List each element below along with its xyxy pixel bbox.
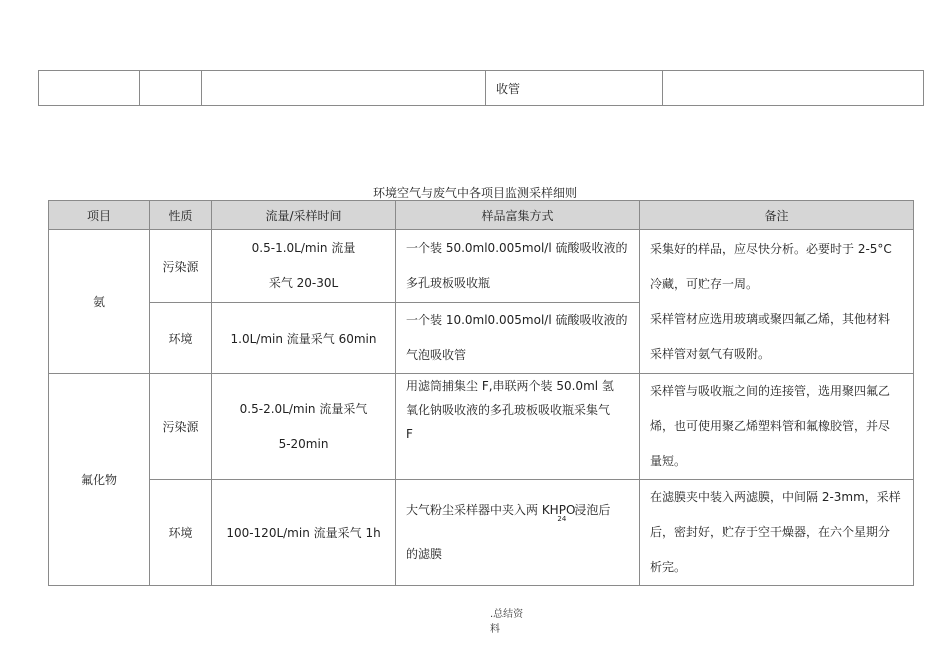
sampling-table bbox=[48, 200, 914, 586]
nature-cell: 污染源 bbox=[150, 230, 212, 303]
top-cell-1 bbox=[39, 71, 140, 106]
note-line: 采样管材应选用玻璃或聚四氟乙烯，其他材料 bbox=[650, 311, 891, 326]
method-line: 的滤膜 bbox=[406, 547, 443, 561]
flow-cell bbox=[212, 230, 396, 303]
method-line: 多孔玻板吸收瓶 bbox=[406, 276, 491, 290]
top-cell-5 bbox=[663, 71, 924, 106]
flow-cell: 100-120L/min 流量采气 1h bbox=[212, 480, 396, 586]
method-subscript: 24 bbox=[557, 515, 567, 523]
table-row bbox=[49, 374, 914, 480]
note-line: 采样管对氨气有吸附。 bbox=[650, 346, 771, 361]
method-text: 大气粉尘采样器中夹入两 KHPO bbox=[406, 503, 576, 517]
header-item: 项目 bbox=[49, 201, 150, 230]
flow-line: 0.5-2.0L/min 流量采气 bbox=[239, 401, 368, 416]
method-line: 气泡吸收管 bbox=[406, 348, 467, 362]
note-line: 在滤膜夹中装入两滤膜，中间隔 2-3mm，采样 bbox=[650, 490, 901, 504]
method-text: 浸泡后 bbox=[574, 503, 611, 517]
nature-cell: 环境 bbox=[150, 480, 212, 586]
nature-cell: 污染源 bbox=[150, 374, 212, 480]
method-cell bbox=[396, 230, 640, 303]
note-line: 冷藏，可贮存一周。 bbox=[650, 276, 759, 291]
page-footer bbox=[490, 607, 550, 637]
note-line: 析完。 bbox=[650, 560, 687, 574]
nature-cell: 环境 bbox=[150, 303, 212, 374]
footer-line: 料 bbox=[490, 624, 500, 635]
method-line bbox=[406, 493, 629, 537]
table-row bbox=[49, 480, 914, 586]
method-line: 氧化钠吸收液的多孔玻板吸收瓶采集气 bbox=[406, 403, 611, 417]
top-cell-2 bbox=[140, 71, 202, 106]
method-line: F bbox=[406, 427, 413, 441]
method-cell bbox=[396, 303, 640, 374]
flow-line: 0.5-1.0L/min 流量 bbox=[251, 241, 356, 255]
method-line: 一个装 50.0ml0.005mol/l 硫酸吸收液的 bbox=[406, 241, 628, 255]
header-nature: 性质 bbox=[150, 201, 212, 230]
note-line: 采样管与吸收瓶之间的连接管，选用聚四氟乙 bbox=[650, 384, 891, 398]
header-flow-time: 流量/采样时间 bbox=[212, 201, 396, 230]
method-cell bbox=[396, 374, 640, 480]
table-row bbox=[49, 230, 914, 303]
top-cell-3 bbox=[202, 71, 486, 106]
flow-line: 采气 20-30L bbox=[268, 276, 339, 290]
note-line: 烯，也可使用聚乙烯塑料管和氟橡胶管，并尽 bbox=[650, 419, 891, 433]
flow-cell: 1.0L/min 流量采气 60min bbox=[212, 303, 396, 374]
note-line: 采集好的样品，应尽快分析。必要时于 2-5°C bbox=[650, 241, 892, 256]
flow-line: 5-20min bbox=[278, 436, 329, 451]
method-line: 用滤筒捕集尘 F,串联两个装 50.0ml 氢 bbox=[406, 379, 614, 393]
note-cell bbox=[640, 480, 914, 586]
footer-line: .总结资 bbox=[490, 609, 524, 620]
item-ammonia: 氨 bbox=[49, 230, 150, 374]
header-note: 备注 bbox=[640, 201, 914, 230]
header-row bbox=[49, 201, 914, 230]
method-line: 一个装 10.0ml0.005mol/l 硫酸吸收液的 bbox=[406, 313, 628, 327]
top-cell-4: 收管 bbox=[486, 71, 663, 106]
flow-cell bbox=[212, 374, 396, 480]
method-cell bbox=[396, 480, 640, 586]
header-method: 样品富集方式 bbox=[396, 201, 640, 230]
note-cell bbox=[640, 374, 914, 480]
top-table-fragment bbox=[38, 70, 924, 106]
note-cell bbox=[640, 230, 914, 374]
note-line: 后，密封好，贮存于空干燥器，在六个星期分 bbox=[650, 525, 891, 539]
item-fluoride: 氟化物 bbox=[49, 374, 150, 586]
table-caption: 环境空气与废气中各项目监测采样细则 bbox=[372, 186, 577, 200]
note-line: 量短。 bbox=[650, 454, 687, 468]
